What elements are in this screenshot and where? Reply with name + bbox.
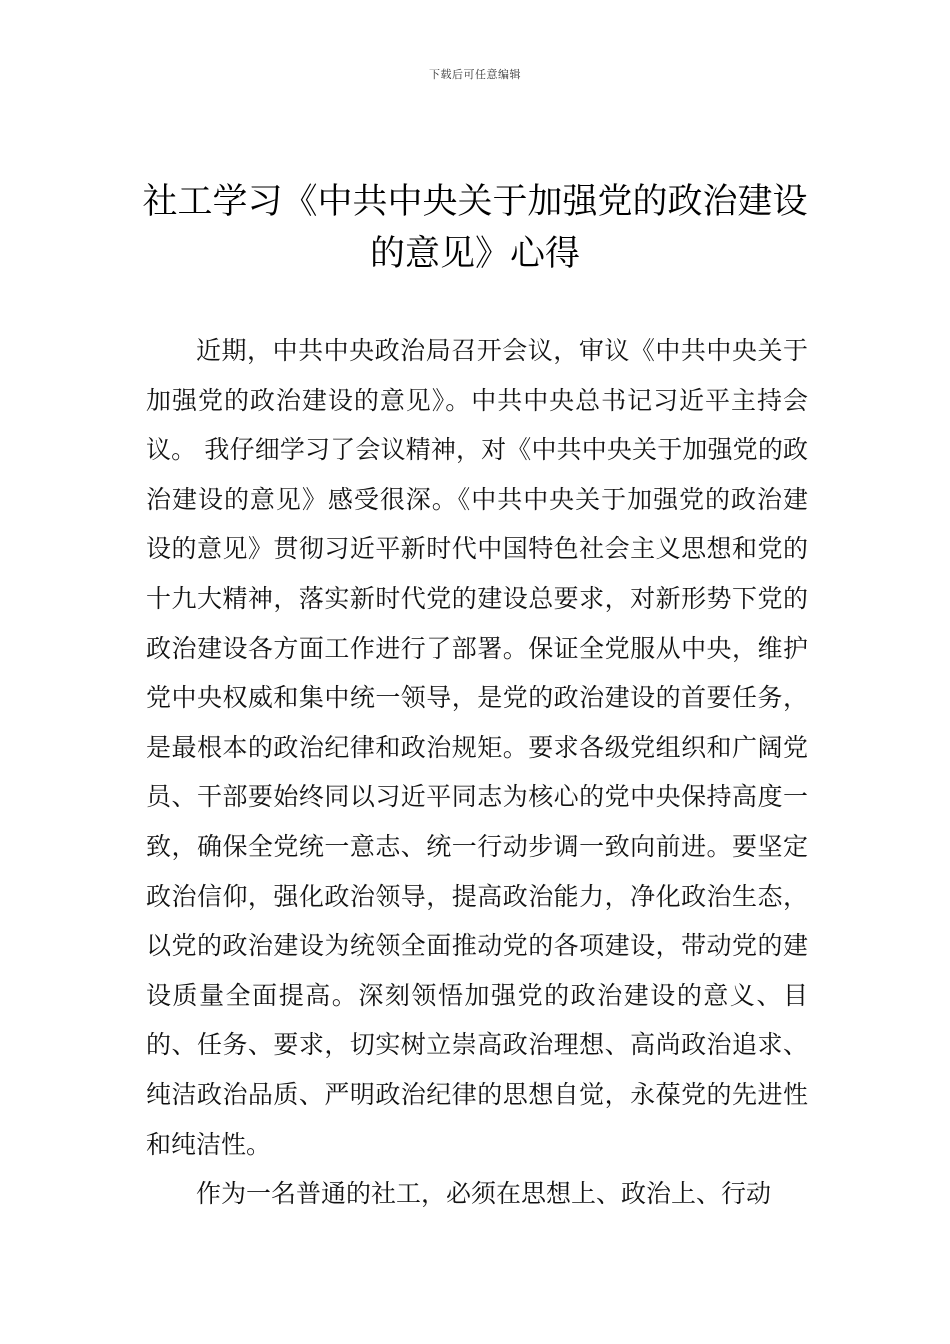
document-body (146, 326, 808, 1219)
paragraph-1: 近期，中共中央政治局召开会议，审议《中共中央关于加强党的政治建设的意见》。中共中央总书记习近平主持会议。 我仔细学习了会议精神，对《中共中央关于加强党的政治建设的意见》感受很深。《中共中央关于加强党的政治建设的意见》贯彻习近平新时代中国特色社会主义思想和党的十九大精神，落实新时代党的建设总要求，对新形势下党的政治建设各方面工作进行了部署。保证全党服从中央，维护党中央权威和集中统一领导，是党的政治建设的首要任务，是最根本的政治纪律和政治规矩。要求各级党组织和广阔党员、干部要始终同以习近平同志为核心的党中央保持高度一致，确保全党统一意志、统一行动步调一致向前进。要坚定政治信仰，强化政治领导，提高政治能力，净化政治生态，以党的政治建设为统领全面推动党的各项建设，带动党的建设质量全面提高。深刻领悟加强党的政治建设的意义、目的、任务、要求，切实树立崇高政治理想、高尚政治追求、纯洁政治品质、严明政治纪律的思想自觉，永葆党的先进性和纯洁性。 (146, 336, 808, 1159)
header-note: 下载后可任意编辑 (429, 68, 521, 81)
paragraph-2: 作为一名普通的社工，必须在思想上、政治上、行动 (196, 1179, 772, 1209)
document-title: 社工学习《中共中央关于加强党的政治建设的意见》心得 (142, 182, 808, 274)
